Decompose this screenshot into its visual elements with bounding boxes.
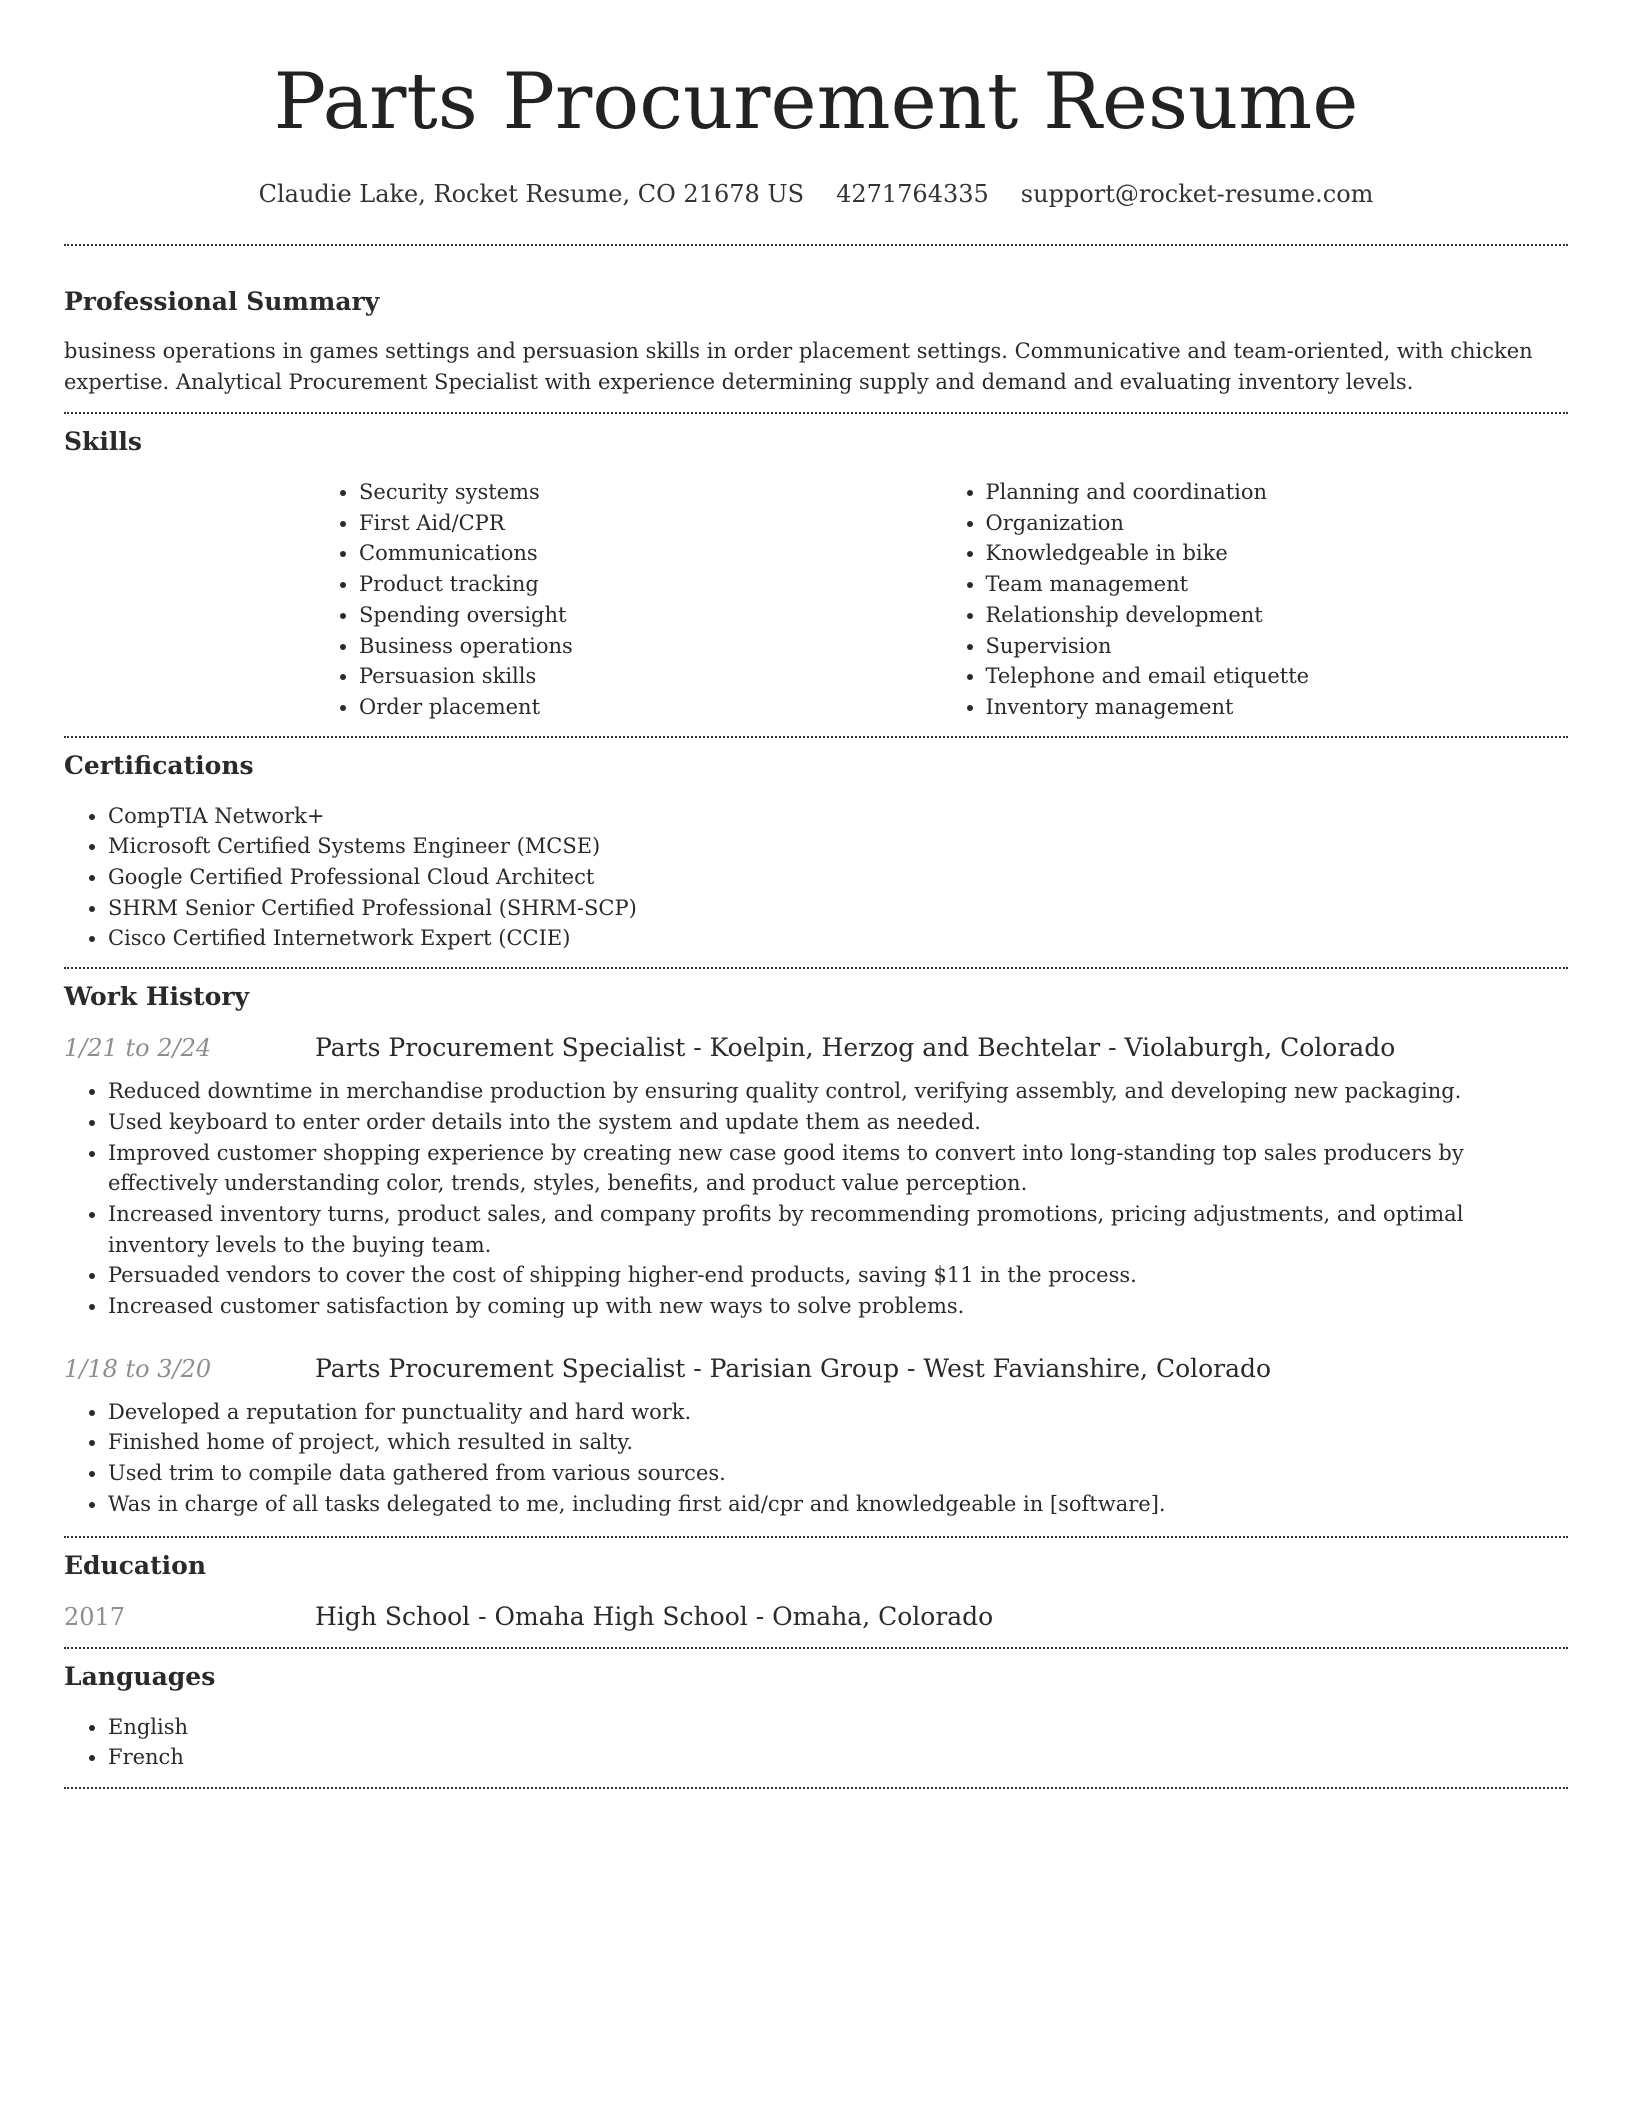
job-header — [64, 1354, 1568, 1383]
list-item: • Planning and coordination — [986, 477, 1569, 508]
summary-heading: Professional Summary — [64, 287, 380, 316]
list-item: • Spending oversight — [359, 600, 942, 631]
work-section — [0, 979, 1632, 1519]
list-item: • CompTIA Network+ — [108, 801, 1568, 832]
list-item: • Used trim to compile data gathered from various sources. — [108, 1458, 1568, 1489]
list-item: • Supervision — [986, 631, 1569, 662]
languages-section — [0, 1659, 1632, 1773]
list-item: • Knowledgeable in bike — [986, 538, 1569, 569]
list-item: • Developed a reputation for punctuality and hard work. — [108, 1397, 1568, 1428]
skills-list-left — [315, 477, 942, 723]
certifications-section — [0, 748, 1632, 955]
skills-heading: Skills — [64, 427, 142, 456]
list-item: • English — [108, 1712, 1568, 1743]
contact-address: Claudie Lake, Rocket Resume, CO 21678 US — [258, 180, 805, 208]
list-item: • Improved customer shopping experience by creating new case good items to convert into long-standing top sales producers by effectively understanding color, trends, styles, benefits, and product value perception. — [108, 1138, 1568, 1199]
list-item: • Product tracking — [359, 569, 942, 600]
list-item: • Google Certified Professional Cloud Architect — [108, 862, 1568, 893]
list-item: • Increased customer satisfaction by coming up with new ways to solve problems. — [108, 1291, 1568, 1322]
list-item: • Organization — [986, 508, 1569, 539]
contact-line — [0, 180, 1632, 208]
list-item: • Communications — [359, 538, 942, 569]
languages-heading: Languages — [64, 1661, 216, 1691]
contact-phone: 4271764335 — [836, 180, 989, 208]
list-item: • Team management — [986, 569, 1569, 600]
skills-grid — [315, 477, 1568, 723]
summary-section — [0, 284, 1632, 398]
list-item: • Persuasion skills — [359, 661, 942, 692]
languages-list — [64, 1712, 1568, 1773]
divider — [64, 736, 1568, 738]
list-item: • Used keyboard to enter order details into the system and update them as needed. — [108, 1107, 1568, 1138]
divider — [64, 1647, 1568, 1649]
list-item: • Business operations — [359, 631, 942, 662]
list-item: • First Aid/CPR — [359, 508, 942, 539]
divider — [64, 967, 1568, 969]
divider — [64, 244, 1568, 246]
divider — [64, 412, 1568, 414]
job-header — [64, 1033, 1568, 1062]
job-bullets — [64, 1397, 1568, 1520]
list-item: • Was in charge of all tasks delegated to me, including first aid/cpr and knowledgeable in [software]. — [108, 1489, 1568, 1520]
list-item: • Finished home of project, which resulted in salty. — [108, 1427, 1568, 1458]
job-entry — [64, 1033, 1568, 1322]
list-item: • Telephone and email etiquette — [986, 661, 1569, 692]
list-item: • Microsoft Certified Systems Engineer (MCSE) — [108, 831, 1568, 862]
summary-text: business operations in games settings and persuasion skills in order placement settings. Communicative and team-oriented, with chicken expertise. Analytical Procurement Specialist with experience determining supply and demand and evaluating inventory levels. — [64, 339, 1533, 394]
list-item: • Inventory management — [986, 692, 1569, 723]
education-heading: Education — [64, 1550, 207, 1580]
divider — [64, 1787, 1568, 1789]
job-dates: 1/18 to 3/20 — [64, 1354, 212, 1383]
skills-section — [0, 424, 1632, 723]
list-item: • SHRM Senior Certified Professional (SHRM-SCP) — [108, 893, 1568, 924]
list-item: • French — [108, 1742, 1568, 1773]
divider — [64, 1536, 1568, 1538]
list-item: • Security systems — [359, 477, 942, 508]
work-heading: Work History — [64, 982, 250, 1012]
job-title: Parts Procurement Specialist - Koelpin, Herzog and Bechtelar - Violaburgh, Colorado — [315, 1033, 1396, 1063]
certifications-heading: Certifications — [64, 750, 254, 780]
list-item: • Order placement — [359, 692, 942, 723]
list-item: • Persuaded vendors to cover the cost of shipping higher-end products, saving $11 in the process. — [108, 1260, 1568, 1291]
education-section — [0, 1548, 1632, 1631]
list-item: • Cisco Certified Internetwork Expert (CCIE) — [108, 923, 1568, 954]
resume-title: Parts Procurement Resume — [273, 57, 1359, 147]
education-year: 2017 — [64, 1602, 126, 1631]
list-item: • Increased inventory turns, product sales, and company profits by recommending promotions, pricing adjustments, and optimal inventory levels to the buying team. — [108, 1199, 1568, 1260]
job-bullets — [64, 1076, 1568, 1322]
job-dates: 1/21 to 2/24 — [64, 1034, 212, 1063]
resume-header — [0, 0, 1632, 208]
education-entry — [64, 1602, 1568, 1631]
skills-list-right — [942, 477, 1569, 723]
list-item: • Reduced downtime in merchandise production by ensuring quality control, verifying assembly, and developing new packaging. — [108, 1076, 1568, 1107]
job-title: Parts Procurement Specialist - Parisian Group - West Favianshire, Colorado — [315, 1353, 1272, 1383]
job-entry — [64, 1354, 1568, 1520]
contact-email: support@rocket-resume.com — [1020, 180, 1374, 208]
certifications-list — [64, 801, 1568, 955]
list-item: • Relationship development — [986, 600, 1569, 631]
education-title: High School - Omaha High School - Omaha, Colorado — [315, 1601, 994, 1631]
